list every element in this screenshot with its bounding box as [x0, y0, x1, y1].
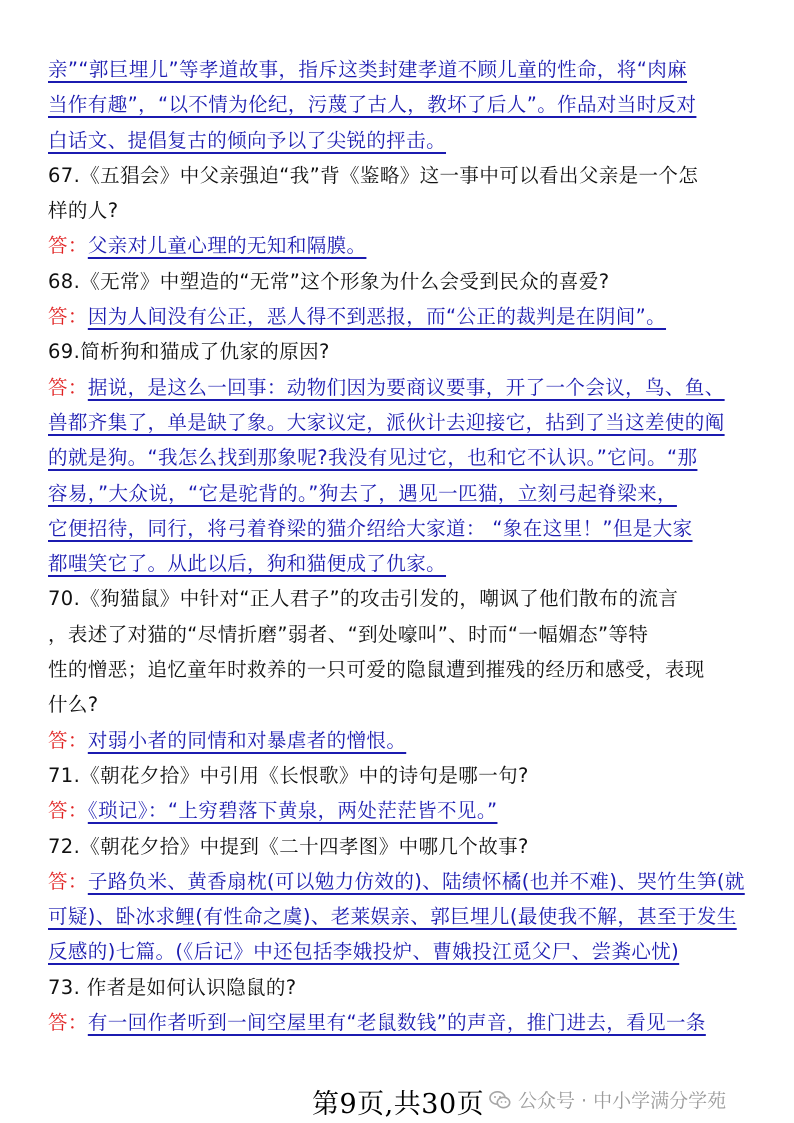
- answer-line: [48, 864, 748, 899]
- answer-label: 答：: [48, 869, 88, 893]
- question-line: [48, 264, 748, 299]
- question-line: [48, 687, 748, 722]
- answer-line: [48, 405, 748, 440]
- question-line: [48, 617, 748, 652]
- question-line: [48, 581, 748, 616]
- answer-line: [48, 899, 748, 934]
- answer-line: [48, 1005, 748, 1040]
- question-text: 72.《朝花夕拾》中提到《二十四孝图》中哪几个故事?: [48, 834, 529, 858]
- answer-line: [48, 370, 748, 405]
- question-text: 什么?: [48, 693, 99, 717]
- answer-label: 答：: [48, 375, 88, 399]
- answer-text: 对弱小者的同情和对暴虐者的憎恨。: [87, 728, 407, 752]
- answer-line: [48, 723, 748, 758]
- answer-text: 亲”“郭巨埋儿”等孝道故事，指斥这类封建孝道不顾儿童的性命，将“肉麻: [48, 58, 688, 81]
- document-body: [48, 52, 748, 1040]
- question-line: [48, 758, 748, 793]
- answer-line: [48, 511, 748, 546]
- answer-text: 容易，”大众说，“它是驼背的。”狗去了，遇见一匹猫，立刻弓起脊梁来，: [48, 481, 677, 505]
- question-line: [48, 334, 748, 369]
- answer-text: 白话文、提倡复古的倾向予以了尖锐的抨击。: [48, 128, 447, 152]
- question-line: [48, 158, 748, 193]
- answer-text: 子路负米、黄香扇枕(可以勉力仿效的)、陆绩怀橘(也并不难)、哭竹生笋(就: [87, 869, 745, 893]
- answer-text: 兽都齐集了，单是缺了象。大家议定，派伙计去迎接它，拈到了当这差使的阄: [48, 410, 725, 434]
- answer-text: 当作有趣”，“以不情为伦纪，污蔑了古人，教坏了后人”。作品对当时反对: [48, 93, 697, 117]
- answer-label: 答：: [48, 234, 88, 258]
- answer-line: [48, 476, 748, 511]
- question-text: 性的憎恶；追忆童年时救养的一只可爱的隐鼠遭到摧残的经历和感受，表现: [48, 658, 705, 682]
- answer-label: 答：: [48, 1011, 88, 1035]
- page-footer: [0, 1080, 794, 1120]
- answer-label: 答：: [48, 305, 88, 329]
- answer-line: [48, 123, 748, 158]
- answer-line: [48, 299, 748, 334]
- question-text: 70.《狗猫鼠》中针对“正人君子”的攻击引发的，嘲讽了他们散布的流言: [48, 587, 679, 611]
- answer-text: 据说，是这么一回事：动物们因为要商议要事，开了一个会议，鸟、鱼、: [87, 375, 725, 399]
- question-text: 73. 作者是如何认识隐鼠的?: [48, 975, 297, 999]
- question-text: 样的人?: [48, 199, 119, 223]
- answer-line: [48, 934, 748, 969]
- answer-line: [48, 87, 748, 122]
- watermark-text: 公众号 · 中小学满分学苑: [518, 1090, 727, 1112]
- question-text: 71.《朝花夕拾》中引用《长恨歌》中的诗句是哪一句?: [48, 763, 529, 787]
- question-text: 68.《无常》中塑造的“无常”这个形象为什么会受到民众的喜爱?: [48, 269, 610, 293]
- question-line: [48, 829, 748, 864]
- answer-label: 答：: [48, 799, 88, 823]
- answer-text: 可疑)、卧冰求鲤(有性命之虞)、老莱娱亲、郭巨埋儿(最使我不解，甚至于发生: [48, 905, 737, 929]
- watermark: [488, 1086, 726, 1113]
- answer-text: 因为人间没有公正，恶人得不到恶报，而“公正的裁判是在阴间”。: [87, 305, 667, 329]
- answer-text: 《琐记》：“上穷碧落下黄泉，两处茫茫皆不见。”: [87, 799, 498, 823]
- answer-text: 父亲对儿童心理的无知和隔膜。: [87, 234, 367, 258]
- question-line: [48, 970, 748, 1005]
- question-text: ，表述了对猫的“尽情折磨”弱者、“到处嚎叫”、时而“一幅媚态”等特: [48, 622, 649, 646]
- question-text: 69.简析狗和猫成了仇家的原因?: [48, 340, 330, 364]
- wechat-icon: [488, 1088, 512, 1112]
- question-text: 67.《五猖会》中父亲强迫“我”背《鉴略》这一事中可以看出父亲是一个怎: [48, 163, 699, 187]
- answer-text: 的就是狗。“我怎么找到那象呢?我没有见过它，也和它不认识。”它问。“那: [48, 446, 698, 470]
- answer-text: 都嗤笑它了。从此以后，狗和猫便成了仇家。: [48, 552, 447, 576]
- question-line: [48, 652, 748, 687]
- answer-line: [48, 228, 748, 263]
- answer-line: [48, 793, 748, 828]
- answer-line: [48, 52, 748, 87]
- answer-text: 它便招待，同行，将弓着脊梁的猫介绍给大家道： “象在这里！”但是大家: [48, 516, 693, 540]
- question-line: [48, 193, 748, 228]
- answer-text: 有一回作者听到一间空屋里有“老鼠数钱”的声音，推门进去，看见一条: [87, 1011, 706, 1035]
- answer-line: [48, 440, 748, 475]
- answer-label: 答：: [48, 728, 88, 752]
- answer-line: [48, 546, 748, 581]
- page-number: 第9页,共30页: [312, 1089, 485, 1120]
- answer-text: 反感的)七篇。(《后记》中还包括李娥投炉、曹娥投江觅父尸、尝粪心忧): [48, 940, 680, 964]
